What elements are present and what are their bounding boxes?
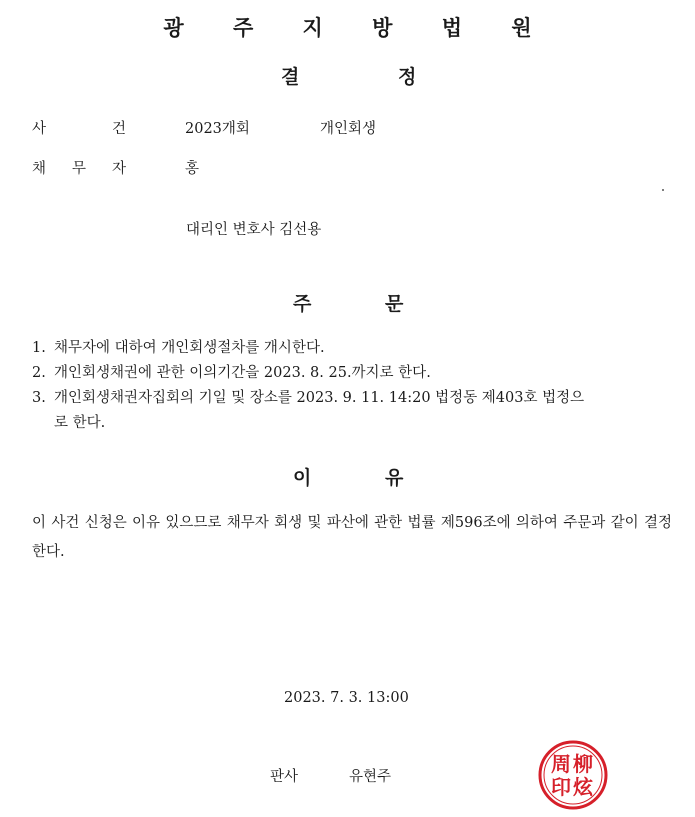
reason-heading-first-char: 이 — [293, 467, 312, 489]
case-type: 개인회생 — [320, 121, 377, 137]
debtor-agent: 대리인 변호사 김선용 — [186, 222, 322, 238]
order-item-number: 2. — [32, 365, 46, 381]
judge-title: 판사 — [270, 769, 299, 785]
svg-text:周: 周 — [551, 752, 571, 776]
stray-dot — [662, 189, 664, 191]
order-heading-second-char: 문 — [385, 293, 404, 315]
svg-text:印: 印 — [551, 775, 571, 799]
debtor-name: 홍 — [185, 161, 200, 177]
order-item-number: 1. — [32, 340, 46, 356]
case-number: 2023개회 — [185, 121, 250, 137]
order-item-2 — [32, 362, 431, 384]
order-item-text: 개인회생채권자집회의 기일 및 장소를 2023. 9. 11. 14:20 법정동 제403호 법정으 — [54, 390, 585, 406]
order-heading-first-char: 주 — [293, 293, 312, 315]
doc-type-second-char: 정 — [398, 66, 417, 88]
svg-text:柳: 柳 — [573, 752, 593, 776]
svg-text:炫: 炫 — [573, 775, 593, 799]
order-item-number: 3. — [32, 390, 46, 406]
order-item-text: 개인회생채권에 관한 이의기간을 2023. 8. 25.까지로 한다. — [54, 365, 431, 381]
reason-text: 이 사건 신청은 이유 있으므로 채무자 회생 및 파산에 관한 법률 제596조에 의하여 주문과 같이 결정한다. — [32, 515, 672, 560]
doc-type-first-char: 결 — [281, 66, 300, 88]
order-item-3-continuation: 로 한다. — [54, 415, 106, 431]
court-name: 광 주 지 방 법 원 — [163, 16, 553, 40]
judge-seal-stamp — [537, 739, 609, 811]
reason-heading-second-char: 유 — [385, 467, 404, 489]
judge-name: 유현주 — [349, 769, 392, 785]
order-item-text: 채무자에 대하여 개인회생절차를 개시한다. — [54, 340, 325, 356]
order-item-1 — [32, 337, 325, 359]
decision-date: 2023. 7. 3. 13:00 — [284, 690, 409, 706]
order-item-3 — [32, 387, 584, 409]
